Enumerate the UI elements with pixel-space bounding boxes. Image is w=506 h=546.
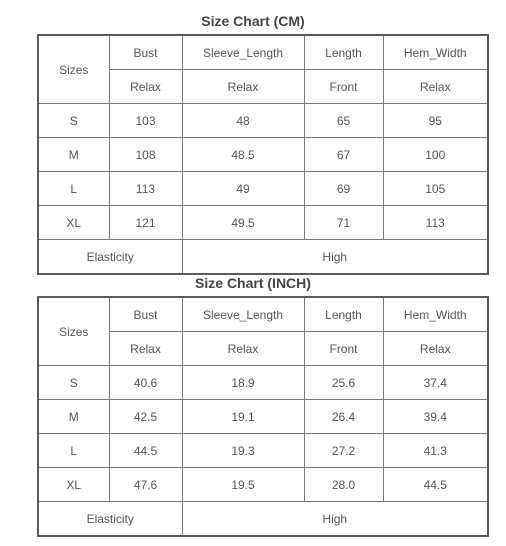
- bust-cell: 121: [109, 206, 182, 240]
- hem-width-cell: 44.5: [383, 468, 488, 502]
- sleeve-length-cell: 49: [182, 172, 304, 206]
- length-subheader: Front: [304, 332, 383, 366]
- size-cell: M: [38, 400, 109, 434]
- hem-width-header: Hem_Width: [383, 35, 488, 70]
- sizes-header: Sizes: [38, 35, 109, 104]
- sleeve-length-cell: 49.5: [182, 206, 304, 240]
- size-cell: M: [38, 138, 109, 172]
- header-row: [38, 35, 488, 70]
- length-cell: 28.0: [304, 468, 383, 502]
- size-chart-cm-title: Size Chart (CM): [201, 13, 305, 29]
- sleeve-length-cell: 19.5: [182, 468, 304, 502]
- elasticity-value: High: [182, 502, 488, 537]
- sizes-header: Sizes: [38, 297, 109, 366]
- length-header: Length: [304, 297, 383, 332]
- header-row: [38, 297, 488, 332]
- hem-width-header: Hem_Width: [383, 297, 488, 332]
- hem-width-cell: 95: [383, 104, 488, 138]
- length-cell: 67: [304, 138, 383, 172]
- table-row: [38, 366, 488, 400]
- sleeve-length-subheader: Relax: [182, 332, 304, 366]
- length-cell: 25.6: [304, 366, 383, 400]
- sleeve-length-subheader: Relax: [182, 70, 304, 104]
- size-chart-cm-table: [37, 34, 489, 275]
- size-cell: XL: [38, 206, 109, 240]
- size-cell: S: [38, 366, 109, 400]
- hem-width-cell: 113: [383, 206, 488, 240]
- length-cell: 71: [304, 206, 383, 240]
- bust-subheader: Relax: [109, 70, 182, 104]
- sleeve-length-cell: 48.5: [182, 138, 304, 172]
- sleeve-length-cell: 18.9: [182, 366, 304, 400]
- hem-width-subheader: Relax: [383, 332, 488, 366]
- bust-cell: 44.5: [109, 434, 182, 468]
- size-cell: XL: [38, 468, 109, 502]
- hem-width-cell: 100: [383, 138, 488, 172]
- table-row: [38, 468, 488, 502]
- length-subheader: Front: [304, 70, 383, 104]
- bust-subheader: Relax: [109, 332, 182, 366]
- bust-cell: 108: [109, 138, 182, 172]
- table-row: [38, 400, 488, 434]
- bust-header: Bust: [109, 297, 182, 332]
- size-cell: L: [38, 172, 109, 206]
- bust-cell: 103: [109, 104, 182, 138]
- bust-header: Bust: [109, 35, 182, 70]
- elasticity-label: Elasticity: [38, 502, 182, 537]
- bust-cell: 40.6: [109, 366, 182, 400]
- size-chart-inch-title: Size Chart (INCH): [195, 275, 311, 291]
- sleeve-length-header: Sleeve_Length: [182, 297, 304, 332]
- table-row: [38, 104, 488, 138]
- size-cell: S: [38, 104, 109, 138]
- elasticity-row: [38, 240, 488, 275]
- sleeve-length-cell: 48: [182, 104, 304, 138]
- size-chart-inch-table: [37, 296, 489, 537]
- bust-cell: 42.5: [109, 400, 182, 434]
- elasticity-value: High: [182, 240, 488, 275]
- size-cell: L: [38, 434, 109, 468]
- bust-cell: 47.6: [109, 468, 182, 502]
- length-cell: 27.2: [304, 434, 383, 468]
- hem-width-cell: 37.4: [383, 366, 488, 400]
- table-row: [38, 138, 488, 172]
- table-row: [38, 434, 488, 468]
- sleeve-length-cell: 19.1: [182, 400, 304, 434]
- length-cell: 69: [304, 172, 383, 206]
- elasticity-label: Elasticity: [38, 240, 182, 275]
- table-row: [38, 206, 488, 240]
- length-cell: 26.4: [304, 400, 383, 434]
- hem-width-subheader: Relax: [383, 70, 488, 104]
- bust-cell: 113: [109, 172, 182, 206]
- length-cell: 65: [304, 104, 383, 138]
- hem-width-cell: 39.4: [383, 400, 488, 434]
- sleeve-length-header: Sleeve_Length: [182, 35, 304, 70]
- sleeve-length-cell: 19.3: [182, 434, 304, 468]
- table-row: [38, 172, 488, 206]
- elasticity-row: [38, 502, 488, 537]
- hem-width-cell: 105: [383, 172, 488, 206]
- hem-width-cell: 41.3: [383, 434, 488, 468]
- length-header: Length: [304, 35, 383, 70]
